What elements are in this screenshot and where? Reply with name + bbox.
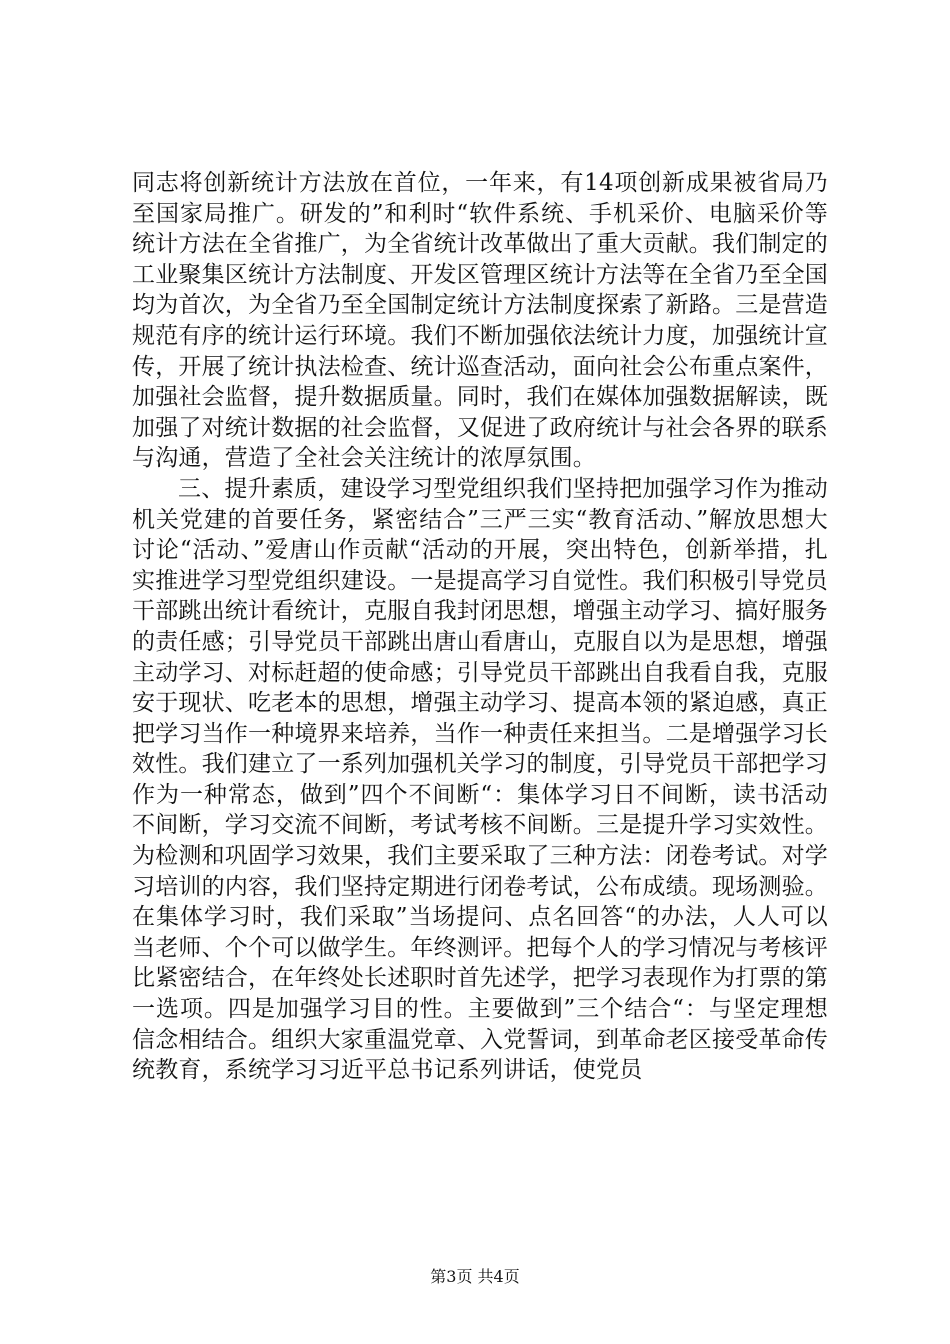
paragraph-continued: 同志将创新统计方法放在首位，一年来，有14项创新成果被省局乃至国家局推广。研发的”和利时“软件系统、手机采价、电脑采价等统计方法在全省推广，为全省统计改革做出了重大贡献。我们制定的工业聚集区统计方法制度、开发区管理区统计方法等在全省乃至全国均为首次，为全省乃至全国制定统计方法制度探索了新路。三是营造规范有序的统计运行环境。我们不断加强依法统计力度，加强统计宣传，开展了统计执法检查、统计巡查活动，面向社会公布重点案件，加强社会监督，提升数据质量。同时，我们在媒体加强数据解读，既加强了对统计数据的社会监督，又促进了政府统计与社会各界的联系与沟通，营造了全社会关注统计的浓厚氛围。	[132, 170, 828, 472]
document-body	[132, 168, 828, 1086]
page-number-footer: 第3页 共4页	[430, 1267, 520, 1286]
paragraph-section-three: 三、提升素质，建设学习型党组织我们坚持把加强学习作为推动机关党建的首要任务，紧密结合”三严三实“教育活动、”解放思想大讨论“活动、”爱唐山作贡献“活动的开展，突出特色，创新举措，扎实推进学习型党组织建设。一是提高学习自觉性。我们积极引导党员干部跳出统计看统计，克服自我封闭思想，增强主动学习、搞好服务的责任感；引导党员干部跳出唐山看唐山，克服自以为是思想，增强主动学习、对标赶超的使命感；引导党员干部跳出自我看自我，克服安于现状、吃老本的思想，增强主动学习、提高本领的紧迫感，真正把学习当作一种境界来培养，当作一种责任来担当。二是增强学习长效性。我们建立了一系列加强机关学习的制度，引导党员干部把学习作为一种常态，做到”四个不间断“：集体学习日不间断，读书活动不间断，学习交流不间断，考试考核不间断。三是提升学习实效性。为检测和巩固学习效果，我们主要采取了三种方法：闭卷考试。对学习培训的内容，我们坚持定期进行闭卷考试，公布成绩。现场测验。在集体学习时，我们采取”当场提问、点名回答“的办法，人人可以当老师、个个可以做学生。年终测评。把每个人的学习情况与考核评比紧密结合，在年终处长述职时首先述学，把学习表现作为打票的第一选项。四是加强学习目的性。主要做到”三个结合“：与坚定理想信念相结合。组织大家重温党章、入党誓词，到革命老区接受革命传统教育，系统学习习近平总书记系列讲话，使党员	[132, 475, 828, 1084]
